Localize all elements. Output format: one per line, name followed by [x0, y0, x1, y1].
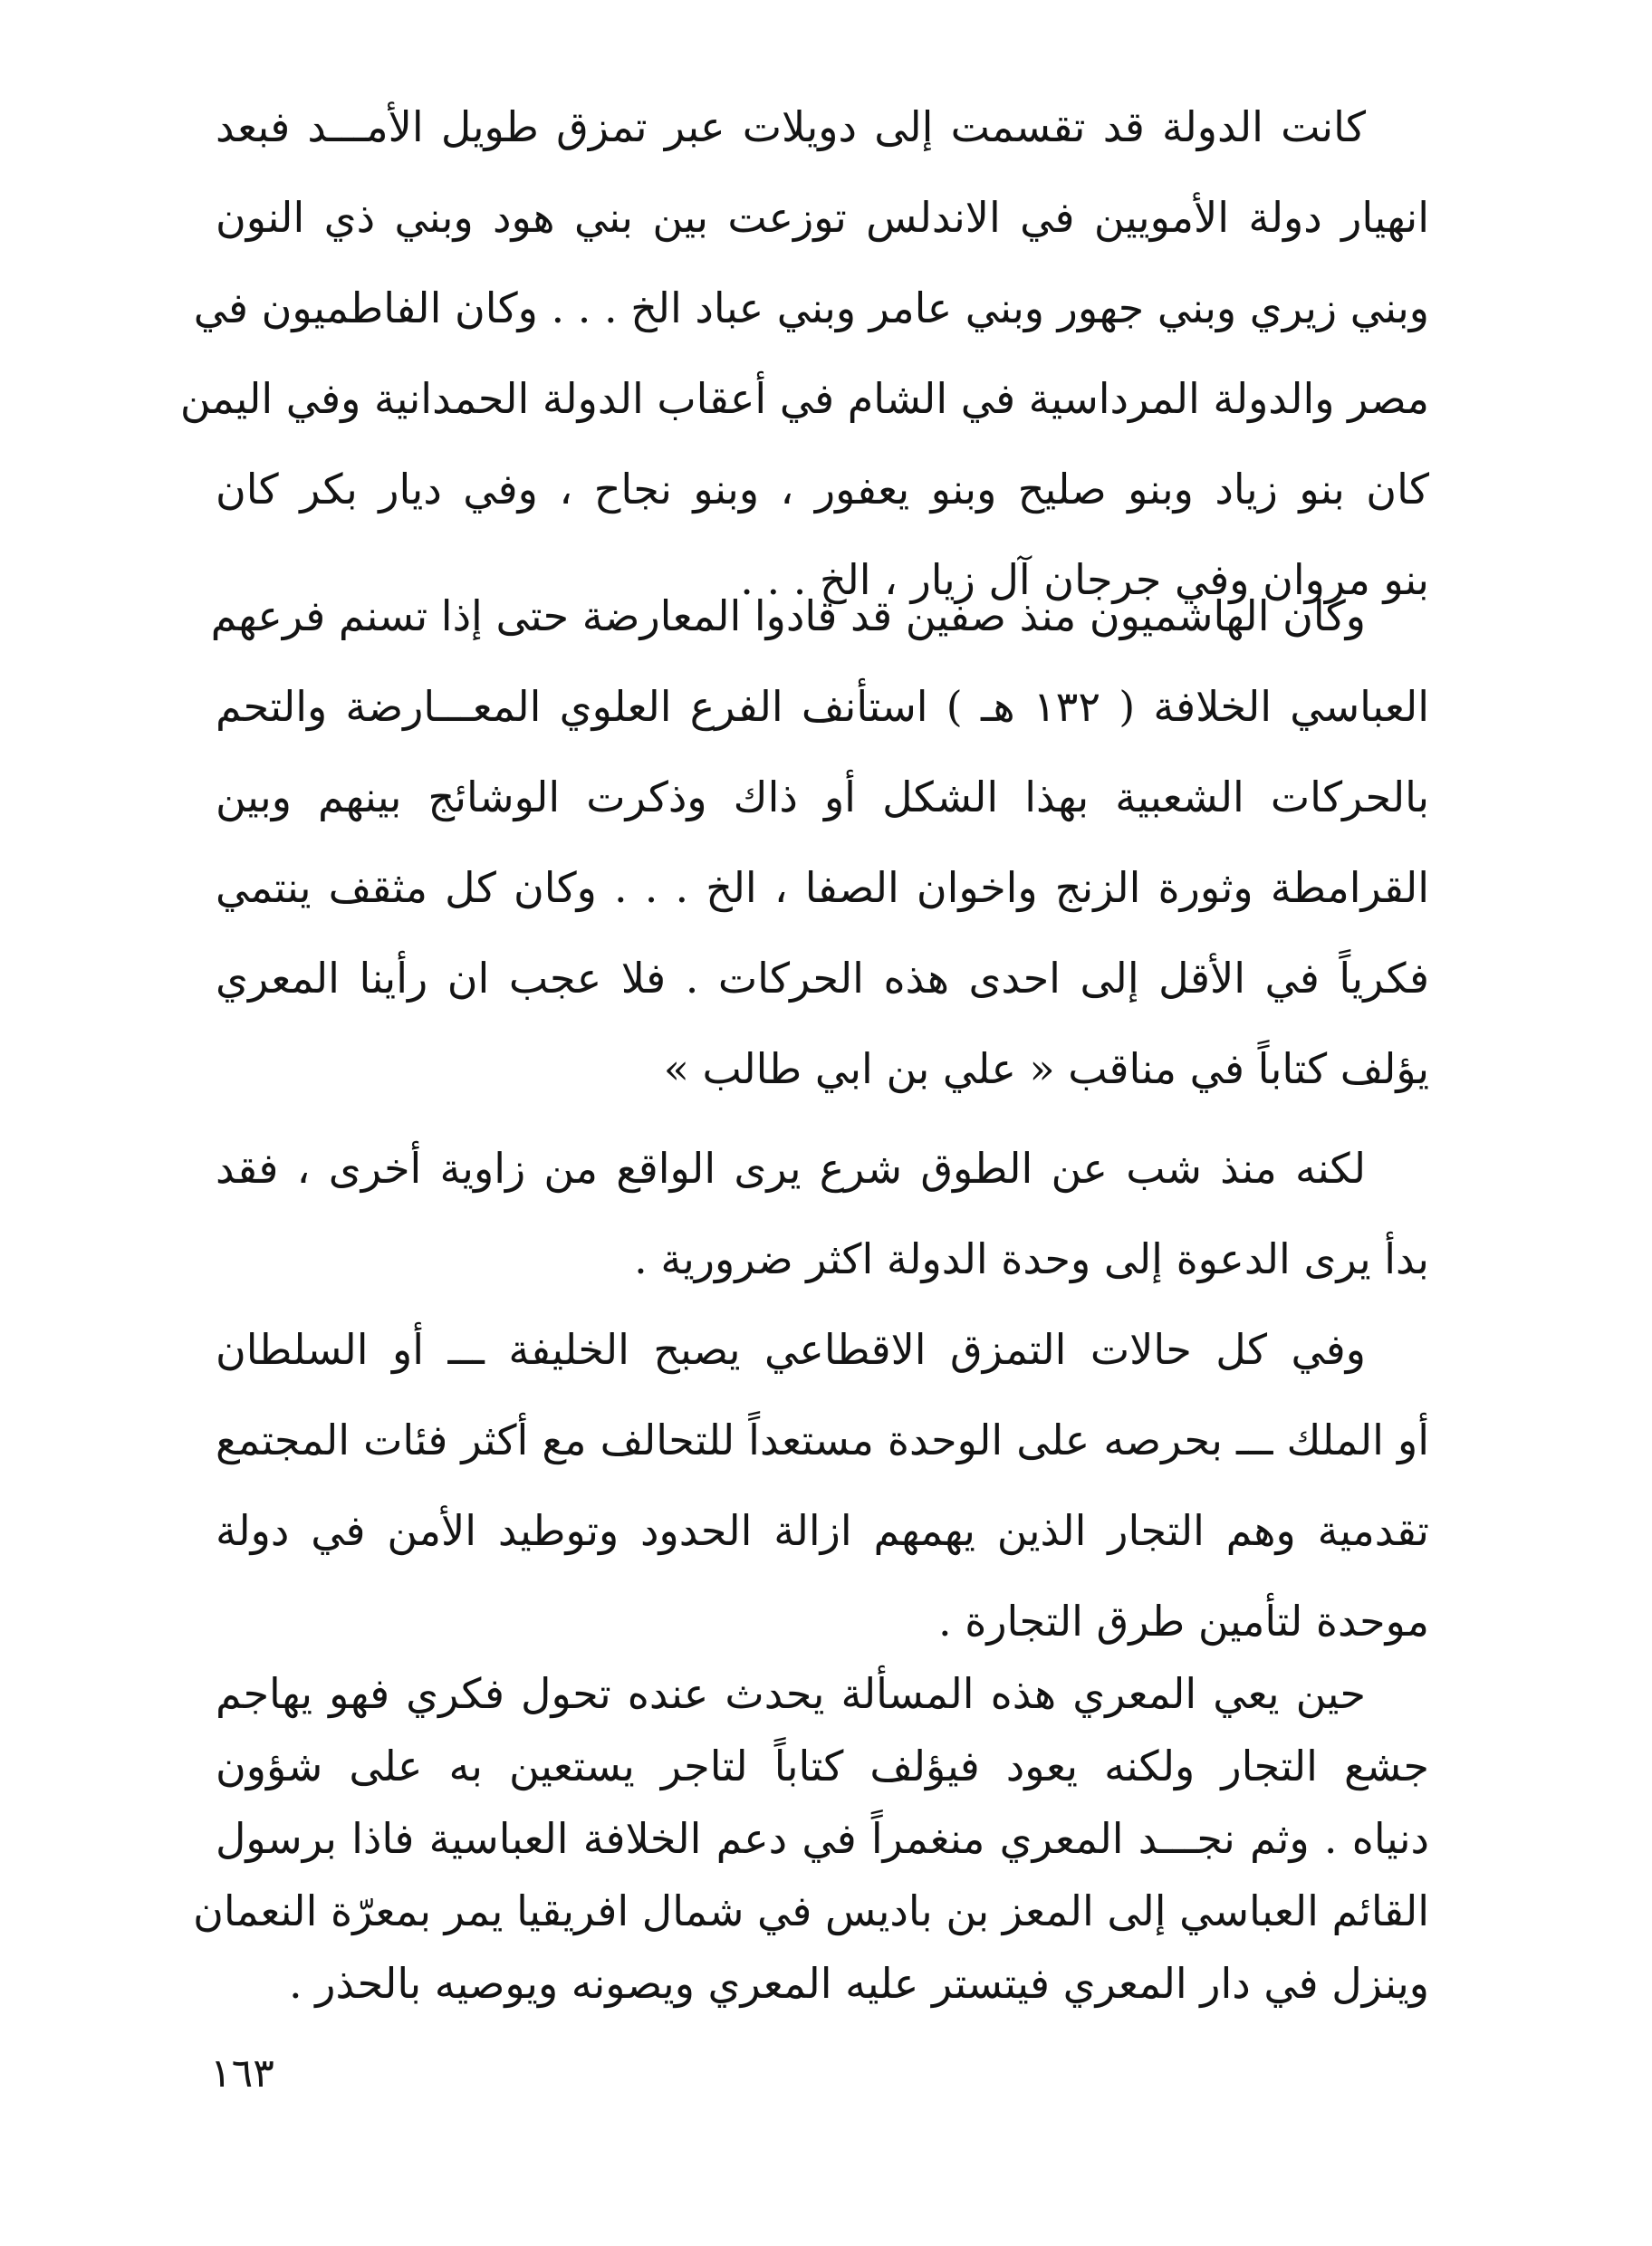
paragraph-2: [210, 571, 1429, 1114]
text-line: مصر والدولة المرداسية في الشام في أعقاب الدولة الحمدانية وفي اليمن: [179, 374, 1429, 423]
text-line: جشع التجار ولكنه يعود فيؤلف كتاباً لتاجر يستعين به على شؤون: [216, 1742, 1429, 1790]
text-line: انهيار دولة الأمويين في الاندلس توزعت بين بني هود وبني ذي النون: [216, 193, 1429, 242]
text-line: بالحركات الشعبية بهذا الشكل أو ذاك وذكرت الوشائج بينهم وبين: [216, 773, 1429, 821]
page-number: ١٦٣: [210, 2050, 274, 2097]
text-line: لكنه منذ شب عن الطوق شرع يرى الواقع من زاوية أخرى ، فقد: [216, 1144, 1366, 1193]
text-line: وبني زيري وبني جهور وبني عامر وبني عباد الخ . . . وكان الفاطميون في: [193, 283, 1429, 332]
text-line: العباسي الخلافة ( ١٣٢ هـ ) استأنف الفرع العلوي المعـــارضة والتحم: [216, 682, 1429, 731]
text-line: وينزل في دار المعري فيتستر عليه المعري ويصونه ويوصيه بالحذر .: [289, 1959, 1429, 2008]
paragraph-3: [216, 1123, 1429, 1304]
text-line: القرامطة وثورة الزنج واخوان الصفا ، الخ . . . وكان كل مثقف ينتمي: [216, 863, 1429, 912]
text-line: كان بنو زياد وبنو صليح وبنو يعفور ، وبنو نجاح ، وفي ديار بكر كان: [216, 465, 1429, 514]
text-line: فكرياً في الأقل إلى احدى هذه الحركات . فلا عجب ان رأينا المعري: [216, 954, 1429, 1003]
text-line: وكان الهاشميون منذ صفين قد قادوا المعارضة حتى إذا تسنم فرعهم: [210, 591, 1366, 640]
text-line: القائم العباسي إلى المعز بن باديس في شمال افريقيا يمر بمعرّة النعمان: [193, 1886, 1429, 1935]
text-line: حين يعي المعري هذه المسألة يحدث عنده تحول فكري فهو يهاجم: [216, 1669, 1366, 1718]
paragraph-1: [179, 82, 1429, 625]
text-line: دنياه . وثم نجـــد المعري منغمراً في دعم الخلافة العباسية فاذا برسول: [216, 1814, 1429, 1863]
text-line: وفي كل حالات التمزق الاقطاعي يصبح الخليفة ـــ أو السلطان: [216, 1325, 1366, 1374]
text-line: بنو مروان وفي جرجان آل زيار ، الخ . . .: [740, 555, 1429, 604]
paragraph-4: [216, 1304, 1429, 1666]
text-line: بدأ يرى الدعوة إلى وحدة الدولة اكثر ضرورية .: [634, 1234, 1429, 1283]
text-line: أو الملك ـــ بحرصه على الوحدة مستعداً للتحالف مع أكثر فئات المجتمع: [216, 1416, 1429, 1464]
text-line: تقدمية وهم التجار الذين يهمهم ازالة الحدود وتوطيد الأمن في دولة: [216, 1506, 1429, 1555]
text-line: كانت الدولة قد تقسمت إلى دويلات عبر تمزق طويل الأمـــد فبعد: [216, 102, 1366, 151]
text-line: يؤلف كتاباً في مناقب « علي بن ابي طالب »: [663, 1044, 1429, 1093]
text-line: موحدة لتأمين طرق التجارة .: [937, 1597, 1429, 1646]
paragraph-5: [193, 1648, 1429, 2101]
